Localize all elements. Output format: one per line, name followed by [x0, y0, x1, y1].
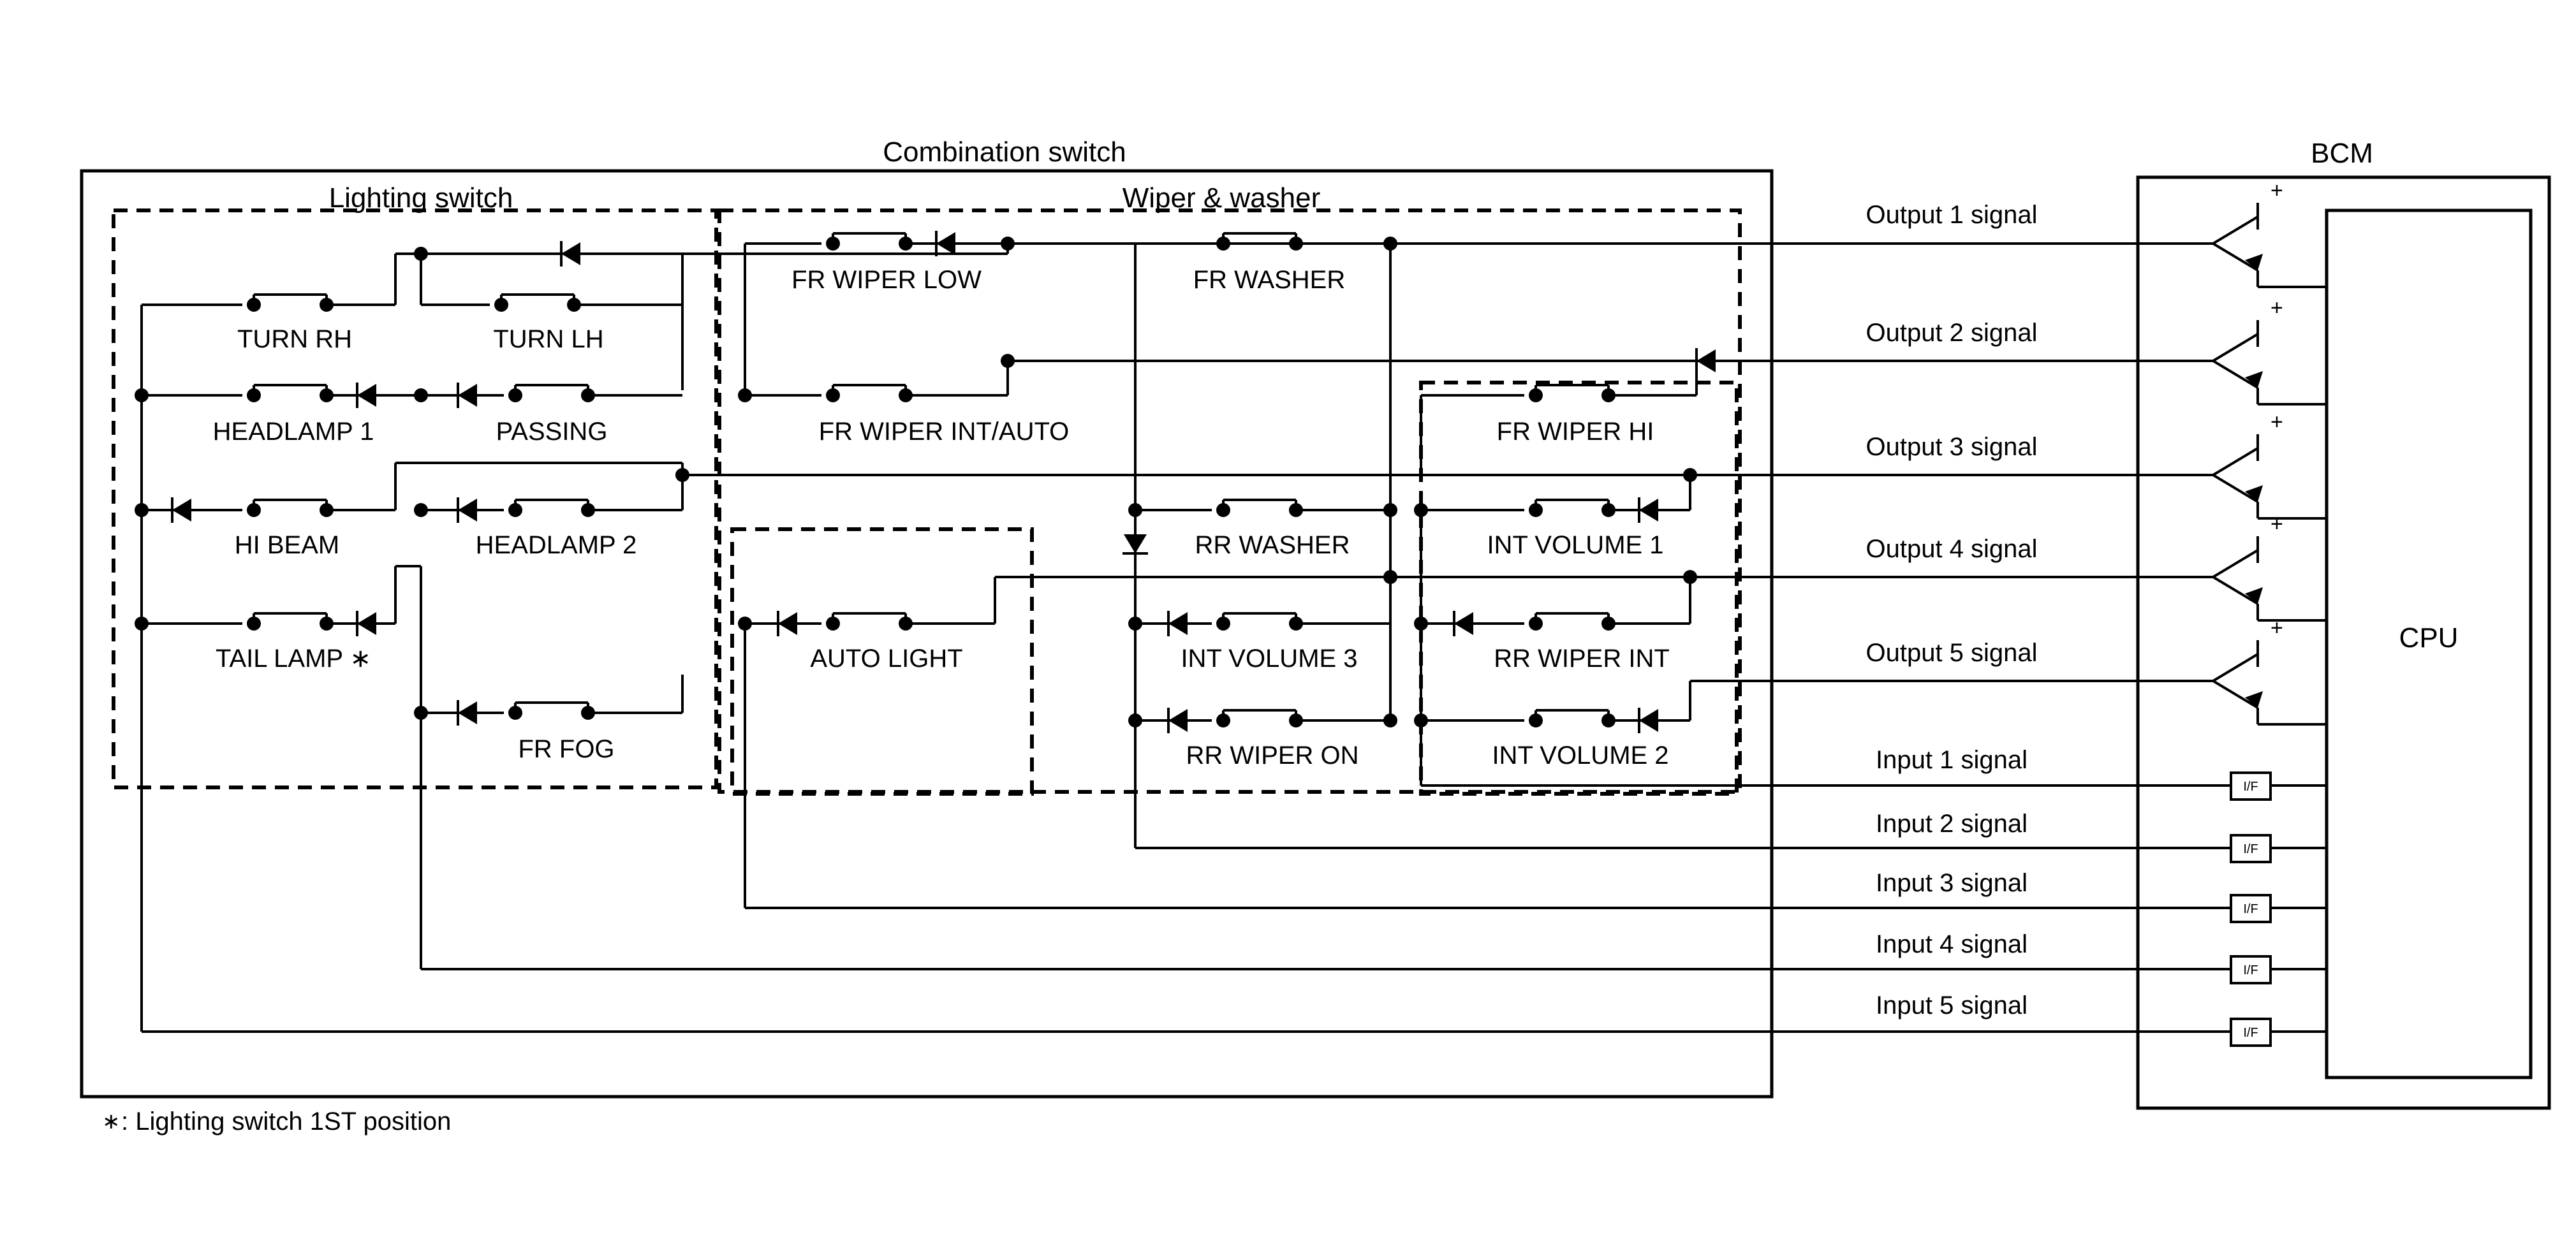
label-fr-fog: FR FOG — [518, 735, 615, 763]
if-label-4: I/F — [2243, 963, 2258, 977]
bcm-input-if-2 — [2231, 835, 2327, 862]
input-2-label: Input 2 signal — [1876, 810, 2028, 838]
bcm-output-driver-2 — [2138, 296, 2327, 404]
bcm-output-driver-3 — [2138, 410, 2327, 518]
bcm-input-if-4 — [2231, 956, 2327, 983]
switch-fr-fog — [414, 566, 682, 763]
label-rr-washer: RR WASHER — [1195, 531, 1350, 559]
label-passing: PASSING — [496, 418, 608, 446]
switch-fr-wiper-low — [745, 231, 1015, 294]
switch-headlamp-1 — [135, 383, 428, 446]
label-headlamp-2: HEADLAMP 2 — [475, 531, 637, 559]
if-label-3: I/F — [2243, 902, 2258, 916]
bcm-input-if-3 — [2231, 895, 2327, 922]
label-auto-light: AUTO LIGHT — [810, 645, 963, 673]
input-1-label: Input 1 signal — [1876, 746, 2028, 774]
title-wiper-washer: Wiper & washer — [1122, 182, 1321, 214]
label-headlamp-1: HEADLAMP 1 — [212, 418, 374, 446]
switch-headlamp-2 — [414, 463, 689, 559]
label-fr-wiper-hi: FR WIPER HI — [1496, 418, 1654, 446]
switch-int-volume-1 — [1414, 468, 1697, 559]
input-3-label: Input 3 signal — [1876, 869, 2028, 897]
plus-sign-1: + — [2271, 179, 2283, 203]
label-turn-lh: TURN LH — [493, 325, 604, 353]
switch-fr-wiper-hi — [1421, 361, 1696, 475]
lighting-switch-group — [114, 210, 716, 787]
output2-bus — [1008, 348, 1716, 374]
bcm-output-driver-4 — [2138, 512, 2327, 620]
output-1-label: Output 1 signal — [1866, 201, 2038, 229]
switch-tail-lamp — [135, 566, 421, 673]
plus-sign-5: + — [2271, 616, 2283, 640]
label-int-volume-1: INT VOLUME 1 — [1487, 531, 1664, 559]
if-label-1: I/F — [2243, 780, 2258, 794]
bcm-input-if-5 — [2231, 1019, 2327, 1046]
combination-switch-frame — [82, 171, 1772, 1097]
title-bcm: BCM — [2311, 138, 2373, 169]
input-5-label: Input 5 signal — [1876, 991, 2028, 1019]
output-3-label: Output 3 signal — [1866, 433, 2038, 461]
label-fr-wiper-int-auto: FR WIPER INT/AUTO — [818, 418, 1070, 446]
plus-sign-4: + — [2271, 512, 2283, 536]
input-4-label: Input 4 signal — [1876, 930, 2028, 958]
switch-passing — [421, 383, 682, 446]
label-fr-wiper-low: FR WIPER LOW — [791, 266, 982, 294]
label-turn-rh: TURN RH — [237, 325, 352, 353]
label-tail-lamp: TAIL LAMP ∗ — [216, 645, 371, 673]
if-label-2: I/F — [2243, 842, 2258, 856]
label-rr-wiper-int: RR WIPER INT — [1494, 645, 1670, 673]
label-hi-beam: HI BEAM — [234, 531, 340, 559]
title-lighting-switch: Lighting switch — [328, 182, 513, 214]
if-label-5: I/F — [2243, 1026, 2258, 1040]
label-rr-wiper-on: RR WIPER ON — [1186, 742, 1359, 770]
output-4-label: Output 4 signal — [1866, 535, 2038, 563]
output-5-label: Output 5 signal — [1866, 639, 2038, 667]
switch-hi-beam — [135, 463, 421, 559]
switch-int-volume-2 — [1414, 681, 1690, 770]
bcm-output-driver-5 — [2138, 616, 2327, 724]
plus-sign-2: + — [2271, 296, 2283, 320]
label-fr-washer: FR WASHER — [1193, 266, 1346, 294]
title-combination-switch: Combination switch — [883, 136, 1126, 168]
switch-rr-wiper-int — [1414, 570, 1697, 673]
footnote-text: : Lighting switch 1ST position — [121, 1107, 452, 1136]
label-int-volume-3: INT VOLUME 3 — [1181, 645, 1358, 673]
label-int-volume-2: INT VOLUME 2 — [1492, 742, 1669, 770]
footnote-mark: ∗ — [102, 1109, 121, 1134]
switch-rr-washer — [1122, 500, 1397, 559]
switch-int-volume-3 — [1128, 570, 1397, 673]
bcm-input-if-1 — [2231, 773, 2327, 800]
output-2-label: Output 2 signal — [1866, 319, 2038, 347]
plus-sign-3: + — [2271, 410, 2283, 434]
cpu-label: CPU — [2399, 622, 2459, 654]
bcm-output-driver-1 — [2138, 179, 2327, 287]
switch-turn-lh — [421, 254, 682, 390]
